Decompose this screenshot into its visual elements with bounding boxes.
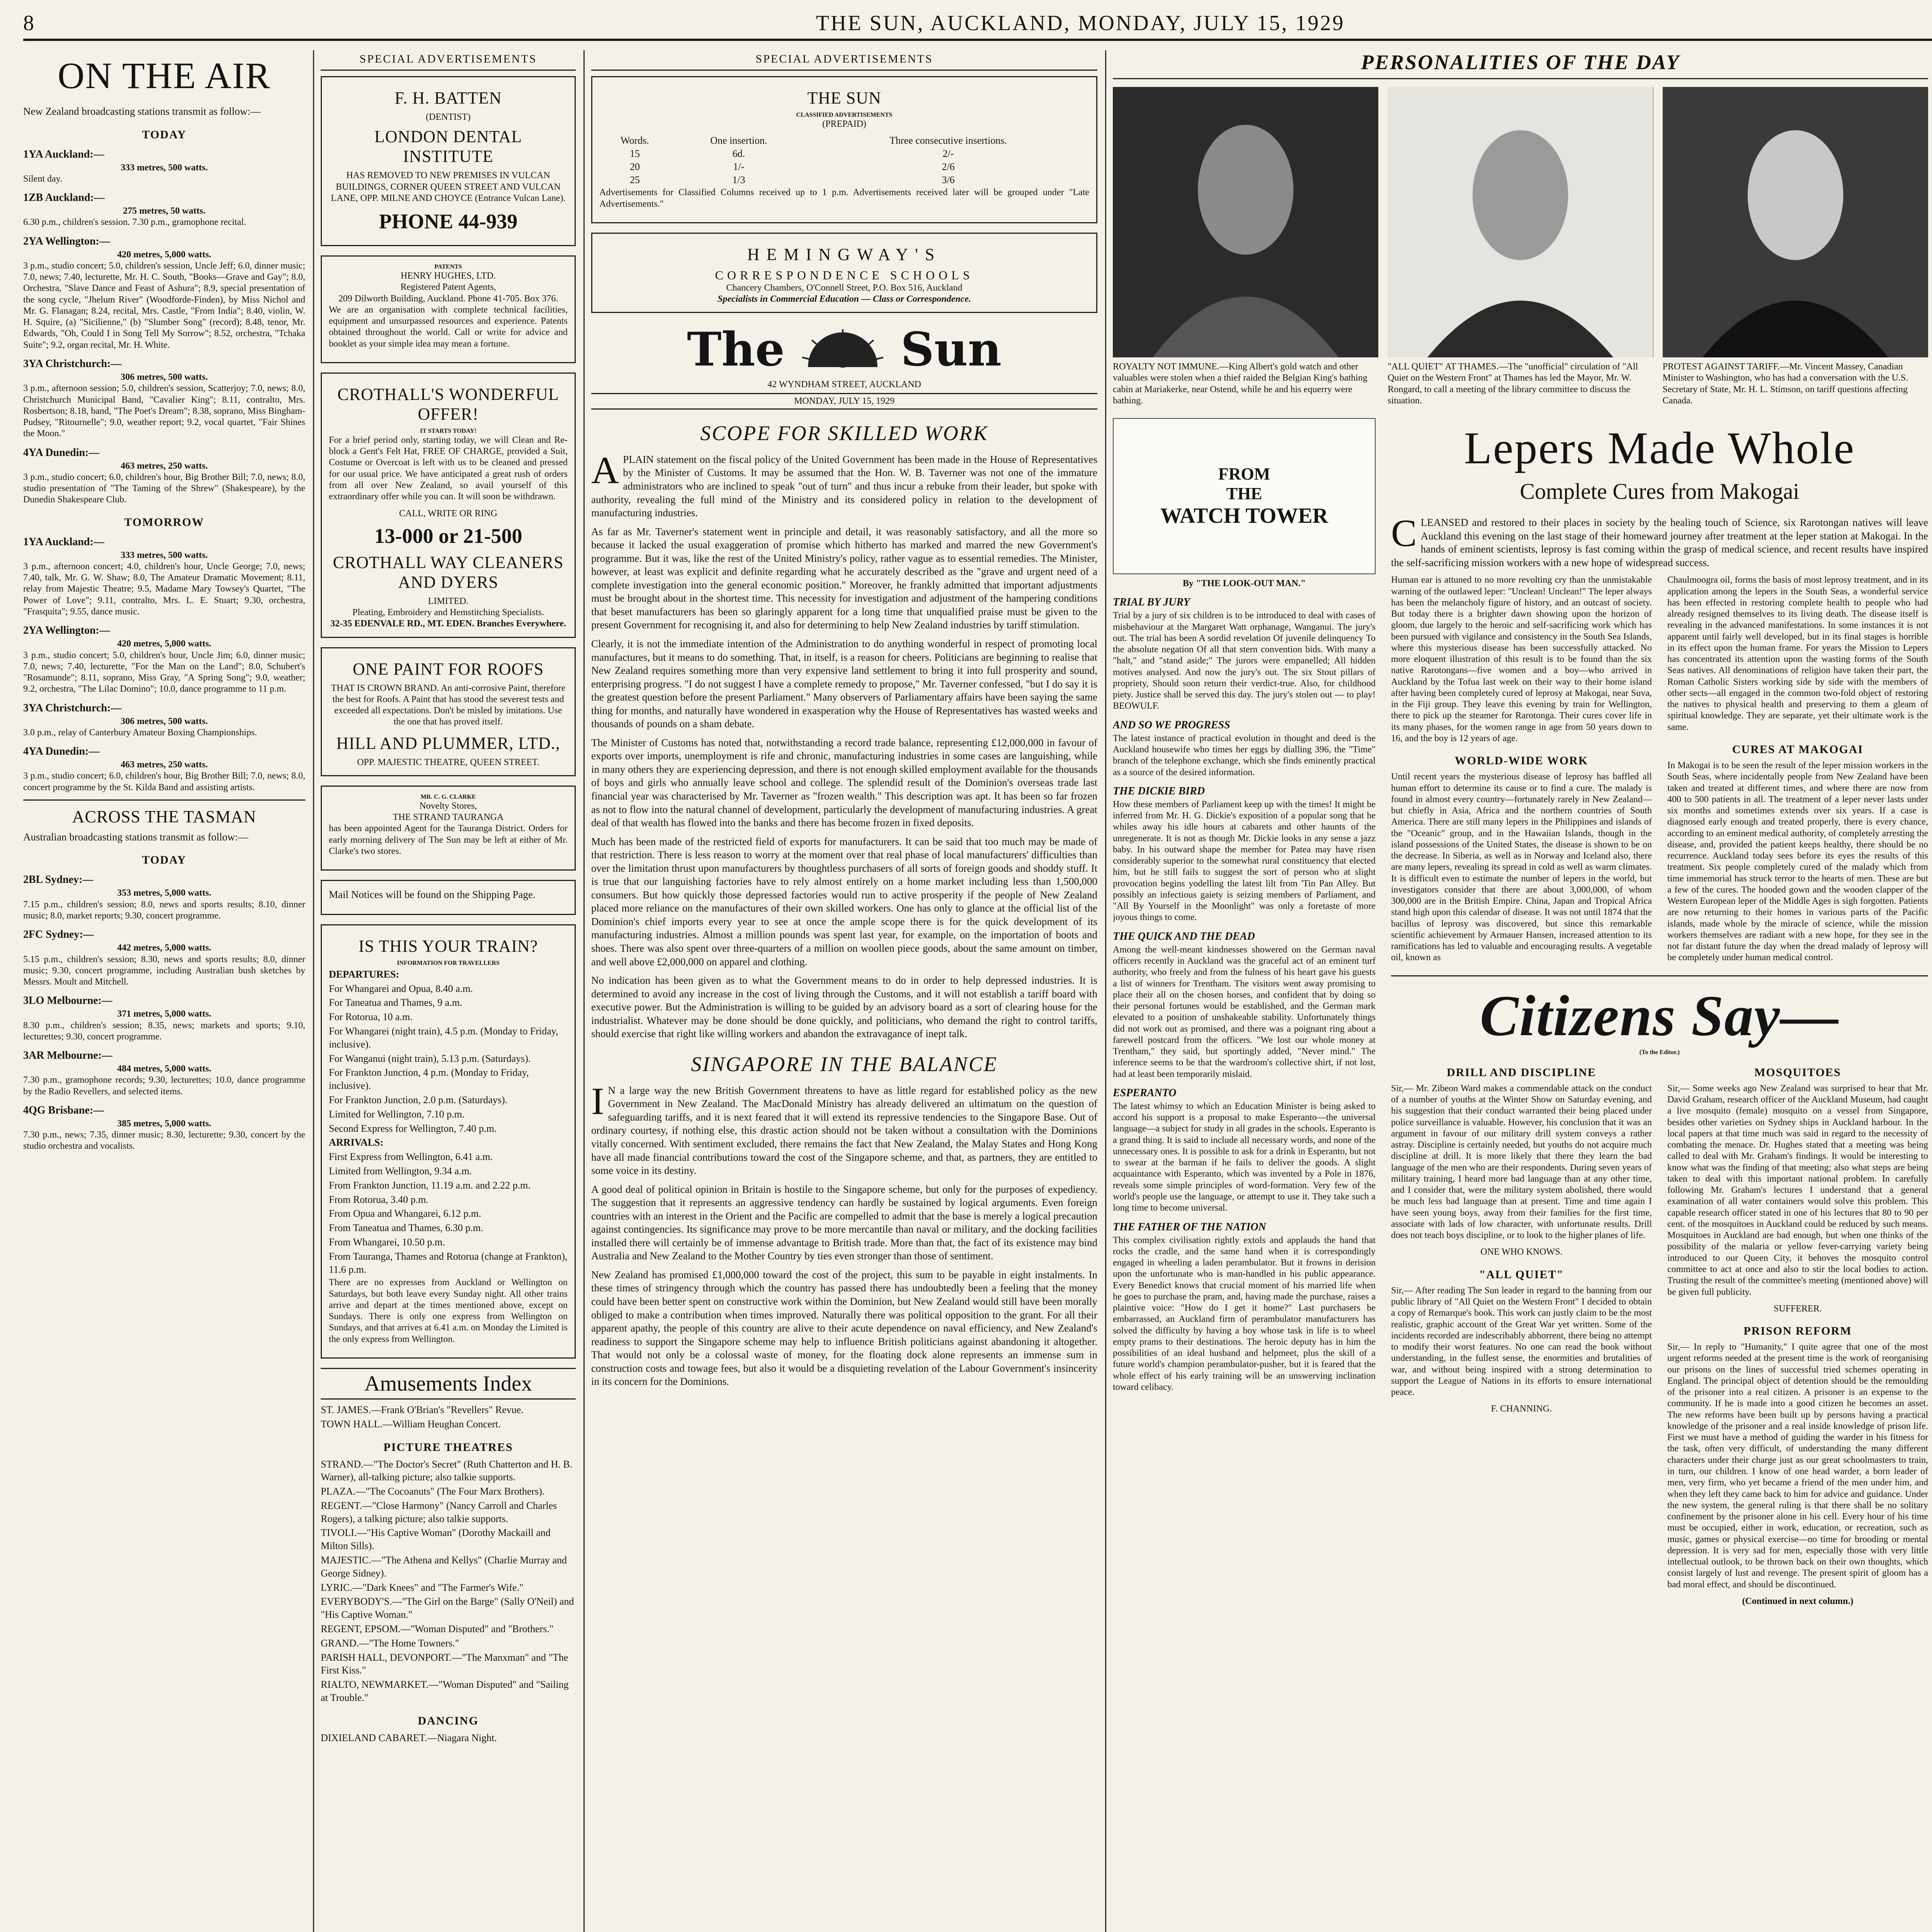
station-entry: 3YA Christchurch:— 306 metres, 500 watts. 3.0 p.m., relay of Canterbury Amateur Boxing Championships. [23,702,257,738]
patents-ad: PATENTS HENRY HUGHES, LTD. Registered Patent Agents, 209 Dilworth Building, Auckland. Phone 41-705. Box 376. We are an organisation with complete technical facilities, equipment and unsurpassed resources and experience. Patents obtained throughout the world. Call or write for advice and booklet as your simple idea may mean a fortune. [321,255,576,363]
editorial-title-2: SINGAPORE IN THE BALANCE [691,1052,998,1076]
logo-date: MONDAY, JULY 15, 1929 [591,393,1097,410]
masthead-title: THE SUN, AUCKLAND, MONDAY, JULY 15, 1929 [816,11,1345,35]
batten-ad: F. H. BATTEN (DENTIST) LONDON DENTAL INSTITUTE HAS REMOVED TO NEW PREMISES IN VULCAN BUILDINGS, CORNER QUEEN STREET AND VULCAN LANE, OPP. MILNE AND CHOYCE (Entrance Vulcan Lane). PHONE 44-939 [321,76,576,246]
ads-column: SPECIAL ADVERTISEMENTS F. H. BATTEN (DENTIST) LONDON DENTAL INSTITUTE HAS REMOVED TO NEW PREMISES IN VULCAN BUILDINGS, CORNER QUEEN STREET AND VULCAN LANE, OPP. MILNE AND CHOYCE (Entrance Vulcan Lane). PHONE 44-939 PATENTS HENRY HUGHES, LTD. Registered Patent Agents, 209 Dilworth Building, Auckland. Phone 41-705. Box 376. We are an organisation with complete technical facilities, equipment and unsurpassed resources and experience. Patents obtained throughout the world. Call or write for advice and booklet as your simple idea may mean a fortune. CROTHALL'S WONDERFUL OFFER! IT STARTS TODAY! For a brief period only, starting today, we will Clean and Re-block a Gent's Felt Hat, FREE OF CHARGE, provided a Suit, Costume or Overcoat is left with us to be cleaned and pressed for our usual price. We have anticipated a great rush of orders from all over New Zealand, so avail yourself of this extraordinary offer while you can. It will soon be withdrawn. CALL, WRITE OR RING 13-000 or 21-500 CROTHALL WAY CLEANERS AND DYERS LIMITED. Pleating, Embroidery and Hemstitching Specialists. 32-35 EDENVALE RD., MT. EDEN. Branches Everywhere. ONE PAINT FOR ROOFS THAT IS CROWN BRAND. An anti-corrosive Paint, therefore the best for Roofs. A Paint that has stood the severest tests and exceeded all expectations. Don't be misled by imitations. Use the one that has proved itself. HILL AND PLUMMER, LTD., OPP. MAJESTIC THEATRE, QUEEN STREET. MR. C. G. CLARKE Novelty Stores, THE STRAND TAURANGA has been appointed Agent for the Tauranga District. Orders for early morning delivery of The Sun may be left at either of Mr. Clarke's two stores. Mail Notices will be found on the Shipping Page. IS THIS YOUR TRAIN? INFORMATION FOR TRAVELLERS DEPARTURES: For Whangarei and Opua, 8.40 a.m. For Taneatua and Thames, 9 a.m. For Rotorua, 10 a.m. For Whangarei (night train), 4.5 p.m. (Monday to Friday, inclusive). For Wanganui (night train), 5.13 p.m. (Saturdays). For Frankton Junction, 4 p.m. (Monday to Friday, inclusive). For Frankton Junction, 2.0 p.m. (Saturdays). Limited for Wellington, 7.10 p.m. Second Express for Wellington, 7.40 p.m. ARRIVALS: First Express from Wellington, 6.41 a.m. Limited from Wellington, 9.34 a.m. From Frankton Junction, 11.19 a.m. and 2.22 p.m. From Rotorua, 3.40 p.m. From Opua and Whangarei, 6.12 p.m. From Taneatua and Thames, 6.30 p.m. From Whangarei, 10.50 p.m. From Tauranga, Thames and Rotorua (change at Frankton), 11.6 p.m. There are no expresses from Auckland or Wellington on Saturdays, but both leave every Sunday night. All other trains arrive and depart at the times mentioned above, except on Sundays. There is only one express from Wellington on Sundays, and that arrives at 6.41 a.m. on Monday the Limited is the only express from Wellington. Amusements Index ST. JAMES.—Frank O'Brian's "Revellers" Revue. TOWN HALL.—William Heughan Concert. PICTURE THEATRES STRAND.—"The Doctor's Secret" (Ruth Chatterton and H. B. Warner), all-talking picture; also talkie supports. PLAZA.—"The Cocoanuts" (The Four Marx Brothers). REGENT.—"Close Harmony" (Nancy Carroll and Charles Rogers), a talking picture; also talkie supports. TIVOLI.—"His Captive Woman" (Dorothy Mackaill and Milton Sills). MAJESTIC.—"The Athena and Kellys" (Charlie Murray and George Sidney). LYRIC.—"Dark Knees" and "The Farmer's Wife." EVERYBODY'S.—"The Girl on the Barge" (Sally O'Neil) and "His Captive Woman." REGENT, EPSOM.—"Woman Disputed" and "Brothers." GRAND.—"The Home Towners." PARISH HALL, DEVONPORT.—"The Manxman" and "The First Kiss." RIALTO, NEWMARKET.—"Woman Disputed" and "Sailing at Trouble." DANCING DIXIELAND CABARET.—Niagara Night. [321,50,576,1932]
station-entry: 3LO Melbourne:— 371 metres, 5,000 watts. 8.30 p.m., children's session; 8.35, news; markets and sports; 9.10, lecturettes; 9.30, concert programme. [23,995,305,1042]
mail-notice: Mail Notices will be found on the Shipping Page. [321,880,576,915]
lepers-article: Lepers Made Whole Complete Cures from Makogai CLEANSED and restored to their places in society by the healing touch of Science, six Rarotongan natives will leave Auckland this evening on the last stage of their homeward journey after treatment at the leper station at Makogai. In the hands of eminent scientists, leprosy is fast coming within the grasp of medical science, and recent results have inspired the self-sacrificing mission workers with a new hope of widespread success. Human ear is attuned to no more revolting cry than the unmistakable warning of the outlawed leper: "Unclean! Unclean!" The leper always has been the melancholy figure of history, and an outcast of society. But today there is a brighter dawn showing upon the horizon of gloom, due largely to the heroic and self-sacrificing work which has been pursued with vigilance and consistency in the South Sea Islands, where this mysterious disease has been successfully attacked. No more eloquent illustration of this result is to be found than the six native Rarotongans—five women and a boy—who arrived in Auckland by the Tofua last week on their way to their home island after having been completely cured of leprosy at Makogai, near Suva, in the Fiji group. They leave this evening by train for Wellington, there to pick up the steamer for Rarotonga. Their cures cover life in its many phases, for the women range in age from 50 years down to 16, and the boy is 12 years of age. WORLD-WIDE WORK Until recent years the mysterious disease of leprosy has baffled all human effort to determine its cause or to find a cure. The malady is found in almost every country—fortunately rarely in New Zealand—but chiefly in Asia, Africa and the northern countries of South America. There are still many lepers in the Philippines and islands of the "Oceanic" group, and in the Hawaiian Islands, though in the island possessions of the United States, the disease is shown to be on the decrease. In Siberia, as well as in Norway and Iceland also, there are many lepers, revealing its spread in cold as well as warm climates. It is difficult even to estimate the number of lepers in the world, but investigators consider that there are about 3,000,000, of whom 300,000 are in the British Empire. China, Japan and Tropical Africa stand high upon this calendar of disease. It was not until 1874 that the bacillus of leprosy was discovered, but since this remarkable scientific achievement by Armauer Hansen, increased attention to its ramifications has led to valuable and encouraging results. A vegetable oil, known as Chaulmoogra oil, forms the basis of most leprosy treatment, and in its application among the lepers in the South Seas, a wonderful service has been effected in restoring complete health to people who had already resigned themselves to its living death. The disease itself is revealing in the advanced manifestations. In some instances it is not apparent until fairly well developed, but in its final stages is horrible in its effect upon the human frame. For years the Mission to Lepers has concentrated its attention upon the wasting forms of the South Seas natives. All denominations of religion have taken their part, the Roman Catholic Sisters working side by side with the members of other sects—all engaged in the common two-fold object of restoring the natives to physical health and preserving to them a gleam of spiritual knowledge. They are separate, yet their ultimate work is the same. CURES AT MAKOGAI In Makogai is to be seen the result of the leper mission workers in the South Seas, where incidentally people from New Zealand have been taken and treated at different times, and where there are now from 400 to 500 patients in all. The treatment of a leper never lasts under six months and sometimes extends over six years. If a case is diagnosed early enough and treated properly, there is every chance, according to an eminent medical authority, of completely arresting the disease, and, provided the patient keeps healthy, there should be no recurrence. Auckland today sees before its eyes the results of this treatment. Six people completely cured of the malady which from time immemorial has struck terror to the hearts of men. These are but a few of the cures. The hooded gown and the wooden clapper of the Western European leper of the Middle Ages is sigh forgotten. Patients are now returning to their homes in various parts of the Pacific islands, made whole by the miracle of science, while the mission workers themselves are radiant with a new hope, for they see in the not far distant future the day when the dread malady of leprosy will be completely under human medical control. Citizens Say— (To the Editor.) DRILL AND DISCIPLINE Sir,— Mr. Zibeon Ward makes a commendable attack on the conduct of a number of youths at the Winter Show on Saturday evening, and his suggestion that their conduct warranted their being placed under police surveillance is valuable. However, his conclusion that it was an argument in favour of our military drill system conveys a rather astray. Discipline is certainly needed, but youths do not acquire much discipline at drill. It is more likely that there they learn the bad language of the men who are their respondents. During seven years of military training, I heard more bad language than at any other time, and I consider that, were the military system abolished, there would be much less bad language than at present. Time and time again I have seen young boys, away from their families for the first time, associate with lads of low character, with unfortunate results. Drill does not teach boys discipline, or to look to the higher planes of life. ONE WHO KNOWS. "ALL QUIET" Sir,— After reading The Sun leader in regard to the banning from our public library of "All Quiet on the Western Front" I decided to obtain a copy of Remarque's book. This work can justly claim to be the most realistic, graphic account of the Great War yet written. Some of the incidents recorded are indescribably abhorrent, there being no attempt to modify their worst features. No one can read the book without understanding, in the fullest sense, the enormities and brutalities of war, and without being inspired with a strong determination to support the League of Nations in its efforts to ensure international peace. F. CHANNING. MOSQUITOES Sir,— Some weeks ago New Zealand was surprised to hear that Mr. David Graham, research officer of the Auckland Museum, had caught a live mosquito (female) mosquito on a vessel from Singapore, besides other varieties on Sydney ships in Auckland harbour. In the local papers at that time much was said in regard to the necessity of combating the menace. Dr. Hughes stated that a meeting was being called to deal with Mr. Graham's findings. It would be interesting to know what was the finding of that meeting; also what steps are being taken to deal with this important national problem. In carefully following Mr. Graham's lectures I understand that a general examination of all water containers would solve this problem. This capable research officer stated in one of his lectures that 80 to 90 per cent. of the mosquitoes in Auckland could be reduced by such means. Mosquitoes in Auckland are bad enough, but when one thinks of the possibility of the malaria or yellow fever-carrying variety being introduced to our Queen City, it behoves the mosquito control committee to act at once and also to stir the local bodies to action. Trusting the result of the committee's meeting (mentioned above) will be given full publicity. SUFFERER. PRISON REFORM Sir,— In reply to "Humanity," I quite agree that one of the most urgent reforms needed at the present time is the work of reorganising our prisons on the lines of successful tried schemes operating in England. The principal object of detention should be the remoulding of the prisoner into a real citizen. A prisoner is an expense to the community. If he is made into a good citizen he becomes an asset. The new reforms have been built up by persons having a practical knowledge of the prisoner and a real inside knowledge of prison life. First we must have a method of guiding the warder in his fitness for the task, often very difficult, of understanding the many different characters under their charge just as our great schoolmasters to train, in turn, our children. I know of one head warder, a born leader of men, very firm, who yet became a friend of the men under him, and when they left they came back to him for advice and guidance. Under the new system, the general ruling is that there shall be no solitary confinement by the prisoner alone in his cell. Every hour of his time must be occupied, either in work, education, or recreation, such as music, games or physical exercise—no time for brooding or mental depression. It is very sad for men, especially those with very little intellectual outlook, to be thrown back on their own thoughts, which consist largely of lust and revenge. The present spirit of gloom has a bad moral effect, and should be discontinued. (Continued in next column.) [1391,423,1928,1606]
sun-rays-icon [800,328,885,371]
editorial-para: No indication has been given as to what the Government means to do in order to help depressed industries. It is determined to avoid any increase in the cost of living through the Customs, and it will not establish a tariff board with executive power. But the Administration is willing to be guided by an advisory board as a sort of clearing house for the industrialist. Whatever may be done should be done quickly, and politicians, who demand the right to control tariffs, should exercise that right like willing workers and abandon the extravagance of inept talk. [591,975,1097,1040]
station-entry: 4QG Brisbane:— 385 metres, 5,000 watts. 7.30 p.m., news; 7.35, dinner music; 8.30, lecturette; 9.30, concert by the studio orchestra and vocalists. [23,1104,305,1151]
station-entry: 1YA Auckland:— 333 metres, 500 watts. 3 p.m., afternoon concert; 4.0, children's hour, Uncle George; 7.0, news; 7.40, talk, Mr. G. W. Shaw; 8.0, The Amateur Dramatic Movement; 8.11, relay from Majestic Theatre; 9.5, Madame Mary Towsey's Quartet, "The Power of Love"; 9.11, contralto, Mrs. L. E. Stuart; 9.30, orchestra, "Frasquita"; 9.55, dance music. [23,536,305,617]
editorial-para: Much has been made of the restricted field of exports for manufacturers. It can be said that too much may be made of that restriction. There is less reason to worry at the moment over that real phase of local manufacturers' difficulties than over the limitation thrust upon manufacturers by thoughtless purchasers of all sorts of foreign goods and shoddy stuff. It is true that our languishing factories have to rely almost entirely on a home market including less than 1,500,000 consumers. But how quickly those depressed factories would run to active prosperity if the people of New Zealand placed more reliance on the manufactures of their own skilled workers. One has only to glance at the official list of the Dominion's chief imports every year to see at once the ample scope there is for the quick development of its manufacturing industries. Almost a million pounds was spent last year, for example, on the importation of boots and shoes. There was also spent over three-quarters of a million on woollen piece goods, about the same amount on timber, and well above £2,000,000 on apparel and clothing. [591,835,1097,968]
train-info: IS THIS YOUR TRAIN? INFORMATION FOR TRAVELLERS DEPARTURES: For Whangarei and Opua, 8.40 a.m. For Taneatua and Thames, 9 a.m. For Rotorua, 10 a.m. For Whangarei (night train), 4.5 p.m. (Monday to Friday, inclusive). For Wanganui (night train), 5.13 p.m. (Saturdays). For Frankton Junction, 4 p.m. (Monday to Friday, inclusive). For Frankton Junction, 2.0 p.m. (Saturdays). Limited for Wellington, 7.10 p.m. Second Express for Wellington, 7.40 p.m. ARRIVALS: First Express from Wellington, 6.41 a.m. Limited from Wellington, 9.34 a.m. From Frankton Junction, 11.19 a.m. and 2.22 p.m. From Rotorua, 3.40 p.m. From Opua and Whangarei, 6.12 p.m. From Taneatua and Thames, 6.30 p.m. From Whangarei, 10.50 p.m. From Tauranga, Thames and Rotorua (change at Frankton), 11.6 p.m. There are no expresses from Auckland or Wellington on Saturdays, but both leave every Sunday night. All other trains arrive and depart at the times mentioned above, except on Sundays. There is only one express from Wellington on Sundays, and that arrives at 6.41 a.m. on Monday the Limited is the only express from Wellington. [321,924,576,1359]
station-entry: 4YA Dunedin:— 463 metres, 250 watts. 3 p.m., studio concert; 6.0, children's hour, Big Brother Bill; 7.0, news; 8.0, studio presentation of "The Taming of the Shrew" (Shakespeare), by the Dunedin Shakespeare Club. [23,446,305,505]
crothall-ad: CROTHALL'S WONDERFUL OFFER! IT STARTS TODAY! For a brief period only, starting today, we will Clean and Re-block a Gent's Felt Hat, FREE OF CHARGE, provided a Suit, Costume or Overcoat is left with us to be cleaned and pressed for our usual price. We have anticipated a great rush of orders from all over New Zealand, so avail yourself of this extraordinary offer while you can. It will soon be withdrawn. CALL, WRITE OR RING 13-000 or 21-500 CROTHALL WAY CLEANERS AND DYERS LIMITED. Pleating, Embroidery and Hemstitching Specialists. 32-35 EDENVALE RD., MT. EDEN. Branches Everywhere. [321,372,576,638]
station-entry: 4YA Dunedin:— 463 metres, 250 watts. 3 p.m., studio concert; 6.0, children's hour, Big Brother Bill; 7.0, news; 8.0, concert programme by the St. Kilda Band and assisting artists. [23,745,305,793]
portrait-photo [1663,87,1928,357]
roof-paint-ad: ONE PAINT FOR ROOFS THAT IS CROWN BRAND. An anti-corrosive Paint, therefore the best for Roofs. A Paint that has stood the severest tests and exceeded all expectations. Don't be misled by imitations. Use the one that has proved itself. HILL AND PLUMMER, LTD., OPP. MAJESTIC THEATRE, QUEEN STREET. [321,647,576,776]
station-entry: 2YA Wellington:— 420 metres, 5,000 watts. 3 p.m., studio concert; 5.0, children's hour, Uncle Jim; 6.0, dinner music; 7.0, news; 7.40, lecturette, "For the Man on the Land"; 8.0, Schubert's "Rosamunde"; 8.11, soprano, Miss Gray, "A Spring Song"; 9.0, weather; 9.2, orchestra, "The Lilac Domino"; 10.0, dance programme to 11 p.m. [23,624,305,694]
page-number: 8 [23,11,36,35]
photo-block: "ALL QUIET" AT THAMES.—The "unofficial" circulation of "All Quiet on the Western Front" at Thames has led the Mayor, Mr. W. Rongard, to call a meeting of the library committee to discuss the situation. [1388,87,1653,406]
station-entry: 2YA Wellington:— 420 metres, 5,000 watts. 3 p.m., studio concert; 5.0, children's session, Uncle Jeff; 6.0, dinner music; 7.0, news; 7.40, lecturette, Mr. H. C. South, "Books—Grave and Gay"; 8.0, Orchestra, "Slave Dance and Feast of Ashura"; 8.9, special presentation of the song cycle, "Jhelum River" (Woodforde-Finden), by Miss Nichol and Mr. G. Flanagan; 8.24, recital, Mrs. Castle, "From India"; 8.40, violin, W. H. Squire, (a) "Sicilienne," (b) "Slumber Song" (record); 8.48, tenor, Mr. Edwards, "Oh, Could I in Song Tell My Sorrow"; 8.52, orchestra, "Tchaka Suite"; 9.2, organ recital, Mr. H. White. [23,235,305,350]
photo-row [1113,87,1928,406]
hemingway-ad: HEMINGWAY'S CORRESPONDENCE SCHOOLS Chancery Chambers, O'Connell Street, P.O. Box 516, Auckland Specialists in Commercial Education — Class or Correspondence. [591,233,1097,313]
photo-block: ROYALTY NOT IMMUNE.—King Albert's gold watch and other valuables were stolen when a thief raided the Belgian King's bathing cabin at Mariakerke, near Ostend, while he and his equerry were bathing. [1113,87,1378,406]
station-entry: 2BL Sydney:— 353 metres, 5,000 watts. 7.15 p.m., children's session; 8.0, news and sports results; 8.10, dinner music; 8.0, market reports; 9.30, concert programme. [23,874,305,921]
portrait-photo [1113,87,1378,357]
sun-logo: The Sun [687,322,1002,377]
watch-tower-column: FROM THE WATCH TOWER By "THE LOOK-OUT MAN." TRIAL BY JURY Trial by a jury of six children is to be introduced to deal with cases of misbehaviour at the Margaret Watt orphanage, Wanganui. The jury's out. The trial has been A sordid revelation Of juvenile delinquency To the absolute negation Of all that stern convention bids. With many a "halt," and "stand aside;" The jurors were empanelled; All hidden motives analysed. And now the jury's out. The six Stout pillars of propriety, Should soon return their verdict-true. Also, for childhood piety. Justice shall be served this day. The jury's stolen out — to play! BEOWULF. AND SO WE PROGRESS The latest instance of practical evolution in thought and deed is the Auckland housewife who times her eggs by dialling 396, the "Time" branch of the telephone exchange, which she finds eminently practical as a source of the desired information. THE DICKIE BIRD How these members of Parliament keep up with the times! It might be inferred from Mr. H. G. Dickie's exposition of a popular song that he whiles away his idle hours at cabarets and other haunts of the unregenerate. It is not as though Mr. Dickie looks in any sense a jazz baby. In his outward shape the member for Patea may have risen considerably superior to the somewhat rural constituency that elected him, but he still fails to suggest the sort of person who at slight provocation begins yodelling the latest lilt from 'Tin Pan Alley. But possibly an infectious gaiety is seizing members of Parliament, and "All By Yourself in the Moonlight" was only a foretaste of more joyous things to come. THE QUICK AND THE DEAD Among the well-meant kindnesses showered on the German naval officers recently in Auckland was the graceful act of an eminent turf authority, who freely and from the fulness of his heart gave his guests a list of winners for Trentham. The visitors went away promising to place their all on the chosen horses, and confident that by doing so their personal fortunes would be established, and the German mark elevated to a position of unshakeable stability. Unfortunately things did not work out as promised, and there was a poignant ring about a farewell postcard from the officers. "We lost our whole money at Trentham," they said, but sportingly added, "Never mind." The inference seems to be that the wardroom's collective shirt, if not lost, had at least been temporarily mislaid. ESPERANTO The latest whimsy to which an Education Minister is being asked to accord his support is a proposal to make Esperanto—the universal language—a subject for study in all grades in the schools. Esperanto is a grand thing. It is said to include all necessary words, and none of the unnecessary ones. It is possible to ask for a drink in Esperanto, but not to swear at the barman if he fails to deliver the goods. A slight acquaintance with Esperanto, which was invented by a Pole in 1876, reveals some simple principles of word-formation. Very few of the world's people use the language, or attempt to use it. They take such a long time to become universal. THE FATHER OF THE NATION This complex civilisation rightly extols and applauds the hand that rocks the cradle, and the same hand when it is correspondingly engaged in wheeling a laden perambulator. But it frowns in derision upon the unfortunate who is man-handled in his public appearance. Every Benedict knows that crucial moment of his married life when he goes to purchase the pram, and, having made the purchase, raises a plaintive voice: "How do I get it home?" Last purchasers be embarrassed, an Auckland firm of perambulator manufacturers has solved the difficulty by having a boy whose task in life is to wheel empty prams to their destinations. The heroic deputy has in him the possibilities of an ideal husband and helpmeet, plus the skill of a future world's champion perambulator-pusher, but it is feared that the whole effect of his early training will be an unswerving inclination toward celibacy. [1113,418,1376,1607]
editorial-para: I N a large way the new British Government threatens to have as little regard for established policy as the new Government in New Zealand. The MacDonald Ministry has already delivered an ultimatum on the question of safeguarding tariffs, and it is next feared that it will extend its repressive tendencies to the Singapore Base. Out of ordinary courtesy, if nothing else, this drastic action should not be taken without a consultation with the Dominions vitally concerned. With sentiment excluded, there remains the fact that New Zealand, the Malay States and Hong Kong have all made financial contributions toward the cost of the Singapore scheme, and that, as partners, they are entitled to some voice in its destiny. [591,1079,1097,1177]
masthead [23,8,1932,41]
rates-table: Words. One insertion. Three consecutive insertions. 15 6d. 2/- 20 1/- 2/6 25 1/3 3/6 [599,134,1089,187]
on-the-air-intro: New Zealand broadcasting stations transmit as follow:— [23,105,261,117]
special-ads-header: SPECIAL ADVERTISEMENTS [321,50,576,71]
table-row: 25 1/3 3/6 [629,174,955,186]
newspaper-page [23,8,1932,1932]
news-column [1113,50,1928,1932]
editorial-para: New Zealand has promised £1,000,000 toward the cost of the project, this sum to be payable in eight instalments. In these times of stringency through which the country has passed there has undoubtedly been a feeling that the money could have been better spent on constructive work within the Dominion, but New Zealand would still have been morally obliged to make a contribution when times improved. Naturally there was political opposition to the grant. For all their apparent apathy, the people of this country are alive to their acute dependence on naval efficiency, and New Zealand's readiness to support the Singapore scheme may help to influence British politicians against abandoning it altogether. That would not only be a colossal waste of money, for the floating dock alone represents an immense sum in construction costs and towage fees, but also it would be a disquieting revelation of the Labour Government's insincerity in its concern for the Dominions. [591,1269,1097,1388]
editorial-para: As far as Mr. Taverner's statement went in principle and detail, it was reasonably satisfactory, and all the more so because it lacked the usual exaggeration of promise which hitherto has marked and marred the new Government's programme. But it was, like the rest of the United Ministry's policy, rather vague as to essential remedies. The Minister, however, at least was explicit and definite regarding what he accurately described as the "grave and urgent need of a complete investigation into the general economic position." Moreover, he frankly admitted that important adjustments must be brought about in the shortest time. This necessity for investigation and adjustment of the hampering conditions that beset manufacturers has been so glaringly apparent for a long time that unqualified praise must be given to the present Government for recognising it, and also for determining to help New Zealand industries by tariff stimulation. [591,526,1097,631]
station-entry: 3AR Melbourne:— 484 metres, 5,000 watts. 7.30 p.m., gramophone records; 9.30, lecturettes; 10.0, dance programme by the Radio Revellers, and selected items. [23,1049,305,1097]
watch-tower-logo: FROM THE WATCH TOWER [1113,418,1376,574]
special-ads-header-2: SPECIAL ADVERTISEMENTS [591,50,1097,71]
on-the-air-title: ON THE AIR [58,55,271,96]
tasman-intro: Australian broadcasting stations transmit as follow:— [23,831,248,843]
tasman-today: TODAY [142,854,187,867]
amusements-index-title: Amusements Index [321,1368,576,1400]
tasman-title: ACROSS THE TASMAN [72,807,257,826]
logo-address: 42 WYNDHAM STREET, AUCKLAND [767,379,921,390]
station-entry: 1YA Auckland:— 333 metres, 500 watts. Silent day. [23,148,208,184]
editorial-title: SCOPE FOR SKILLED WORK [700,421,988,445]
table-row: 20 1/- 2/6 [629,161,955,173]
table-row: 15 6d. 2/- [629,148,954,160]
editorial-column [591,50,1097,1932]
today-label: TODAY [142,128,187,141]
editorial-para: A good deal of political opinion in Britain is hostile to the Singapore scheme, but only for the purposes of expediency. The suggestion that it represents an aggressive tendency can hardly be sustained by logical arguments. Even foreign countries with an interest in the Orient and the Pacific are compelled to admit that the base is merely a logical precaution against contingencies. Its significance may prove to be more mercantile than naval or military, and the docking facilities installed there will certainly be of immense advantage to British trade. More than that, the fact of its existence may bind Australia and New Zealand to the Mother Country by ties even stronger than those of sentiment. [591,1183,1097,1262]
portrait-photo [1388,87,1653,357]
station-entry: 1ZB Auckland:— 275 metres, 50 watts. 6.30 p.m., children's session. 7.30 p.m., gramophone recital. [23,192,246,228]
radio-column [23,50,305,1932]
photo-block: PROTEST AGAINST TARIFF.—Mr. Vincent Massey, Canadian Minister to Washington, who has had a conversation with the U.S. Secretary of State, Mr. H. L. Stimson, on tariff questions affecting Canada. [1663,87,1928,406]
tomorrow-label: TOMORROW [124,515,204,529]
classified-rates: THE SUN CLASSIFIED ADVERTISEMENTS (PREPAID) Words. One insertion. Three consecutive insertions. 15 6d. 2/- 20 1/- 2/6 25 1/3 3/6 Advertisements for Classified Columns received up to 1 p.m. Advertisements received later will be grouped under "Late Advertisements." [591,76,1097,223]
clarke-ad: MR. C. G. CLARKE Novelty Stores, THE STRAND TAURANGA has been appointed Agent for the Tauranga District. Orders for early morning delivery of The Sun may be left at either of Mr. Clarke's two stores. [321,786,576,871]
personalities-banner: PERSONALITIES OF THE DAY [1113,50,1928,79]
station-entry: 3YA Christchurch:— 306 metres, 500 watts. 3 p.m., afternoon session; 5.0, children's session, Scatterjoy; 7.0, news; 8.0, Christchurch Municipal Band, "Cavalier King"; 8.11, contralto, Mrs. Rosbertson; 8.18, band, "The Poet's Dream"; 8.38, soprano, Miss Bingham-Pudsey, "Ritournelle"; 9.0, weather report; 9.2, vocal quartet, "Fair Shines the Moon." [23,358,305,439]
citizens-say-title: Citizens Say— [1480,983,1840,1048]
editorial-para: Clearly, it is not the immediate intention of the Administration to do anything wonderful in respect of promoting local manufactures, but it means to do something. That, in itself, is a reason for cheers. Politicians are beginning to realise that New Zealand requires something more than very expensive land settlement to bring it into full prosperity and sound, enterprising progress. "I do not suggest I have a complete remedy to propose," Mr. Taverner confessed, "but I do say it is the greatest question before the present Parliament." Many observers of Parliamentary affairs have been saying the same thing for months, and naturally have wondered in exasperation why the House of Representatives has wasted weeks and thousands of pounds on a sham debate. [591,638,1097,730]
station-entry: 2FC Sydney:— 442 metres, 5,000 watts. 5.15 p.m., children's session; 8.30, news and sports results; 8.0, dinner music; 9.30, concert programme, including Australian bush sketches by Messrs. Moult and Mitchell. [23,929,305,987]
editorial-para: The Minister of Customs has noted that, notwithstanding a record trade balance, representing £12,000,000 in favour of exports over imports, unemployment is rife and chronic, manufacturing industries in some cases are languishing, while in many others they are experiencing depression, and there is not enough skilled employment available for the thousands of boys and girls who annually leave school and college. The splendid result of the Dominion's overseas trade last financial year was characterised by Mr. Taverner as "frozen wealth." This description was apt. It has been so far frozen as not to flow into the natural channel of development, particularly the development of manufacturing industries. A great deal of that wealth has flowed into the banks and there has become frozen in fixed deposits. [591,736,1097,829]
editorial-para: APLAIN statement on the fiscal policy of the United Government has been made in the House of Representatives by the Minister of Customs. It may be assumed that the Hon. W. B. Taverner was not one of the immature administrators who are inclined to speak "out of turn" and thus incur a rebuke from their leader, but spoke with authority, revealing the full mind of the Ministry and its considered policy in relation to the development of manufacturing industries. [591,448,1097,519]
